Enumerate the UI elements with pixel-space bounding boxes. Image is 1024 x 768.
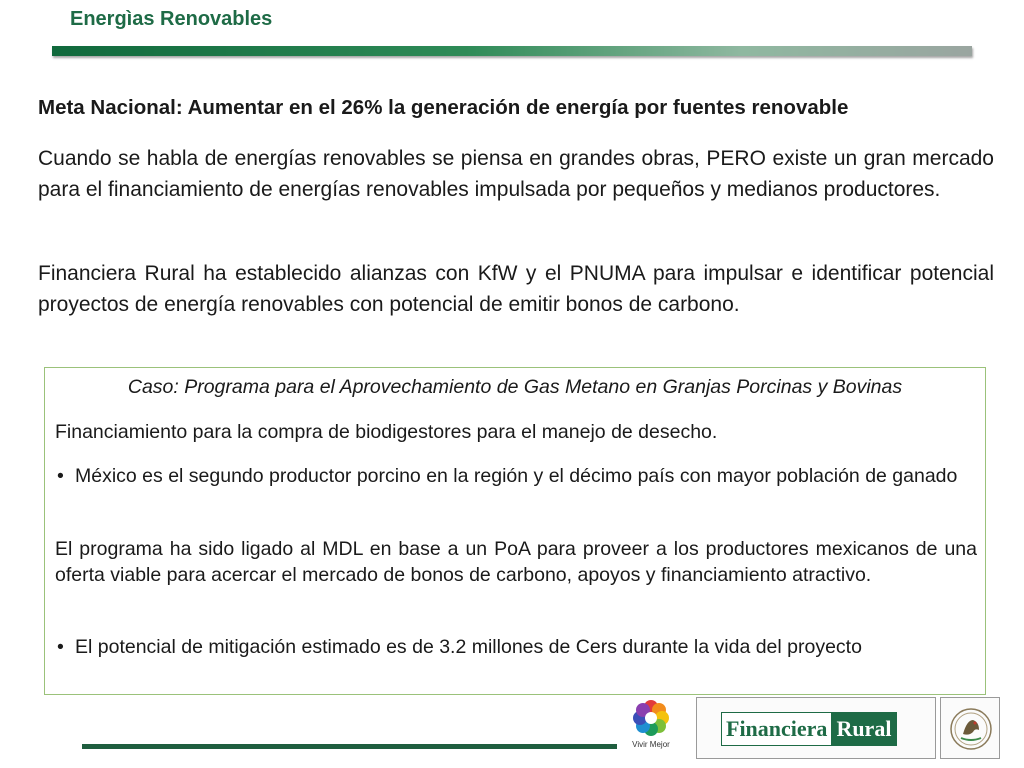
case-study-paragraph: El programa ha sido ligado al MDL en base a un PoA para proveer a los productores mexicanos de una oferta viable para acercar el mercado de bonos de carbono, apoyos y financiamiento atractivo. [55,538,977,586]
national-seal-box [940,697,1000,759]
bullet-dot-icon: • [57,636,64,658]
title-underline-bar [52,46,972,56]
case-study-title: Caso: Programa para el Aprovechamiento de Gas Metano en Granjas Porcinas y Bovinas [127,376,903,398]
financiera-rural-logo [721,712,897,746]
bullet-text: México es el segundo productor porcino en la región y el décimo país con mayor población de ganado [75,465,958,487]
footer-divider-line [82,744,617,749]
logo-word-rural: Rural [831,713,896,745]
financiera-rural-logo-box [696,697,936,759]
bullet-dot-icon: • [57,465,64,487]
vivir-mejor-logo [622,698,680,758]
case-study-intro: Financiamiento para la compra de biodigestores para el manejo de desecho. [55,421,718,443]
logo-word-financiera: Financiera [722,713,831,745]
bullet-item [55,463,977,489]
slide-heading: Meta Nacional: Aumentar en el 26% la generación de energía por fuentes renovable [38,96,849,119]
bullet-item [55,634,977,660]
bullet-text: El potencial de mitigación estimado es de 3.2 millones de Cers durante la vida del proyecto [75,636,862,658]
flower-icon [631,698,671,738]
paragraph-alliances: Financiera Rural ha establecido alianzas con KfW y el PNUMA para impulsar e identificar potencial proyectos de energía renovables con potencial de emitir bonos de carbono. [38,262,994,316]
slide-title: Energìas Renovables [70,8,273,30]
case-study-box [44,367,986,695]
vivir-mejor-label: Vivir Mejor [632,740,670,749]
paragraph-renewables-market: Cuando se habla de energías renovables se piensa en grandes obras, PERO existe un gran mercado para el financiamiento de energías renovables impulsada por pequeños y medianos productores. [38,147,994,201]
mexican-eagle-seal-icon [949,706,993,752]
